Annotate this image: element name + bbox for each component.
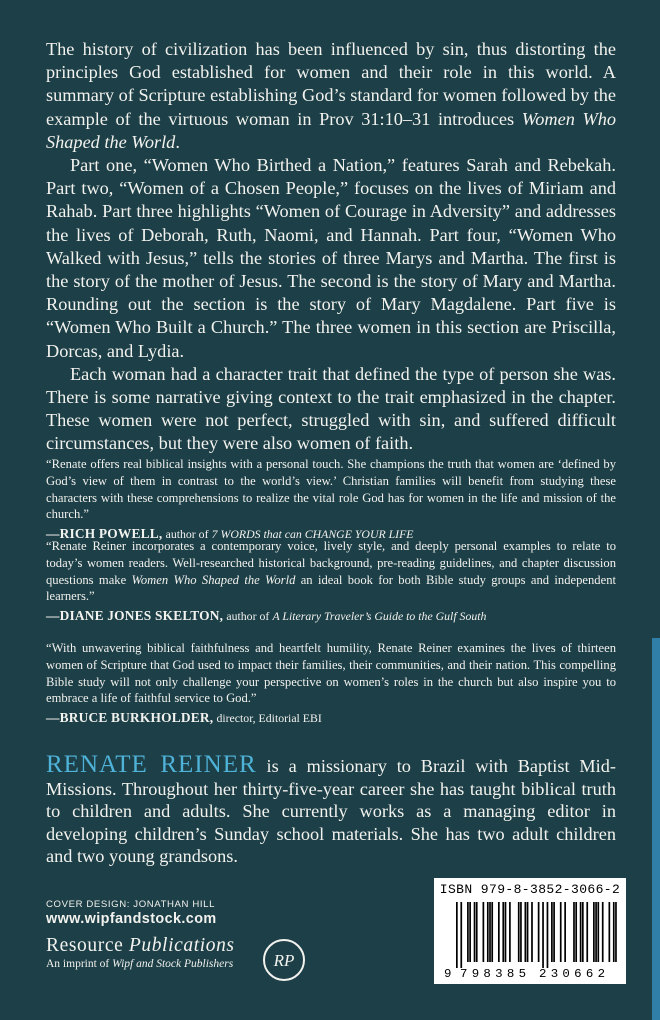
barcode-bar — [573, 902, 575, 962]
barcode-bar — [456, 902, 458, 968]
barcode-bar — [538, 902, 540, 962]
barcode-bar — [491, 902, 493, 962]
endorsement-quote: “Renate Reiner incorporates a contemporary voice, lively style, and deeply personal examples to relate to today’s women readers. Well-researched historical background, pre-reading guidelines, and chapter discussion questions make Women Who Shaped the World an ideal book for both Bible study groups and independent learners.” — [46, 539, 616, 604]
barcode-bar — [608, 902, 610, 962]
book-title-ref: Women Who Shaped the World — [46, 108, 617, 152]
cover-design-credit: COVER DESIGN: JONATHAN HILL — [46, 899, 216, 910]
barcode-bar — [476, 902, 478, 962]
barcode-bar — [505, 902, 507, 962]
barcode-bar — [602, 902, 604, 962]
barcode-bar — [518, 902, 520, 962]
barcode-bar — [542, 902, 544, 968]
barcode-bar — [564, 902, 566, 962]
description-paragraph-1: The history of civilization has been influenced by sin, thus distorting the principles God established for women and their role in this world. A summary of Scripture establishing God’s standard for women followed by the example of the virtuous woman in Prov 31:10–31 introduces Women Who Shaped the World. — [46, 39, 617, 152]
publisher-logo-icon — [262, 938, 306, 982]
barcode-bar — [509, 902, 511, 962]
barcode-bar — [593, 902, 595, 962]
description-paragraph-2: Part one, “Women Who Birthed a Nation,” features Sarah and Rebekah. Part two, “Women of a Chosen People,” focuses on the lives of Miriam and Rahab. Part three highlights “Women of Courage in Adversity” and addresses the lives of Deborah, Ruth, Naomi, and Hannah. Part four, “Women Who Walked with Jesus,” tells the stories of three Marys and Martha. The first is the story of the mother of Jesus. The second is the story of Mary and Martha. Rounding out the section is the story of Mary Magdalene. Part five is “Women Who Built a Church.” The three women in this section are Priscilla, Dorcas, and Lydia. — [46, 155, 616, 361]
endorser-name: —DIANE JONES SKELTON, — [46, 608, 224, 624]
barcode-bar — [527, 902, 529, 962]
barcode-bar — [525, 902, 527, 962]
credits — [46, 899, 276, 927]
isbn-barcode — [434, 878, 626, 984]
book-description — [46, 38, 616, 456]
barcode-bar — [469, 902, 471, 962]
endorser-work: 7 WORDS that can CHANGE YOUR LIFE — [211, 527, 414, 542]
endorser-role: director, Editorial EBI — [216, 711, 322, 726]
barcode-bar — [551, 902, 553, 962]
barcode-bar — [520, 902, 522, 962]
barcode-bar — [553, 902, 555, 962]
endorsement-1 — [46, 456, 616, 542]
publisher-website: www.wipfandstock.com — [46, 911, 217, 927]
barcode-bar — [613, 902, 615, 962]
author-bio — [46, 751, 616, 868]
endorser-role: author of — [226, 609, 270, 624]
barcode-bar — [467, 902, 469, 962]
endorsement-3 — [46, 640, 616, 726]
barcode-bar — [531, 902, 533, 962]
imprint-line: An imprint of Wipf and Stock Publishers — [46, 958, 234, 970]
barcode-bar — [547, 902, 549, 968]
barcode-bar — [487, 902, 489, 962]
author-bio-text: is a missionary to Brazil with Baptist Mid-Missions. Throughout her thirty-five-year career she has taught biblical truth to children and adults. She currently works as a managing editor in developing children’s Sunday school materials. She has two adult children and two young grandsons. — [46, 756, 616, 867]
endorser-name: —BRUCE BURKHOLDER, — [46, 710, 214, 726]
barcode-bar — [502, 902, 504, 962]
endorser-work: A Literary Traveler’s Guide to the Gulf South — [272, 609, 487, 624]
barcode-bar — [575, 902, 577, 962]
isbn-number: ISBN 979-8-3852-3066-2 — [439, 882, 621, 897]
barcode-left-digits: 798385 — [460, 967, 526, 980]
endorsement-attribution — [46, 710, 616, 726]
barcode-bar — [560, 902, 562, 962]
endorsement-2 — [46, 538, 616, 624]
endorsement-quote: “With unwavering biblical faithfulness and heartfelt humility, Renate Reiner examines the lives of thirteen women of Scripture that God used to impact their families, their communities, and their nation. This compelling Bible study will not only challenge your perspective on women’s roles in the church but also inspire you to embrace a life of faithful service to God.” — [46, 641, 616, 706]
endorsement-quote: “Renate offers real biblical insights with a personal touch. She champions the truth that women are ‘defined by God’s view of them in contrast to the world’s view.’ Christian families will benefit from studying these characters with these comprehensions to realize the vital role God has for women in the life and mission of the church.” — [46, 457, 616, 522]
barcode-bar — [586, 902, 588, 962]
barcode-bars — [456, 902, 618, 968]
publisher-name: Resource Publications — [46, 935, 235, 956]
barcode-bar — [580, 902, 582, 962]
barcode-icon — [442, 900, 618, 980]
barcode-bar — [582, 902, 584, 962]
barcode-bar — [489, 902, 491, 962]
barcode-bar — [597, 902, 599, 962]
barcode-bar — [483, 902, 485, 962]
side-accent-bar — [652, 638, 660, 1020]
barcode-right-digits: 230662 — [539, 967, 605, 980]
book-title-ref: Women Who Shaped the World — [131, 572, 296, 587]
description-paragraph-3: Each woman had a character trait that defined the type of person she was. There is some narrative giving context to the trait emphasized in the chapter. These women were not perfect, struggled with sin, and suffered difficult circumstances, but they were also women of faith. — [46, 363, 616, 454]
barcode-bar — [460, 902, 462, 968]
endorser-name: —RICH POWELL, — [46, 526, 163, 542]
endorser-role: author of — [165, 527, 209, 542]
logo-text: RP — [273, 951, 295, 970]
barcode-bar — [498, 902, 500, 962]
author-name: RENATE REINER — [46, 751, 257, 778]
barcode-bar — [474, 902, 476, 962]
barcode-bar — [595, 902, 597, 962]
endorsement-attribution — [46, 608, 616, 624]
barcode-lead-digit: 9 — [444, 967, 452, 980]
barcode-bar — [615, 902, 617, 962]
